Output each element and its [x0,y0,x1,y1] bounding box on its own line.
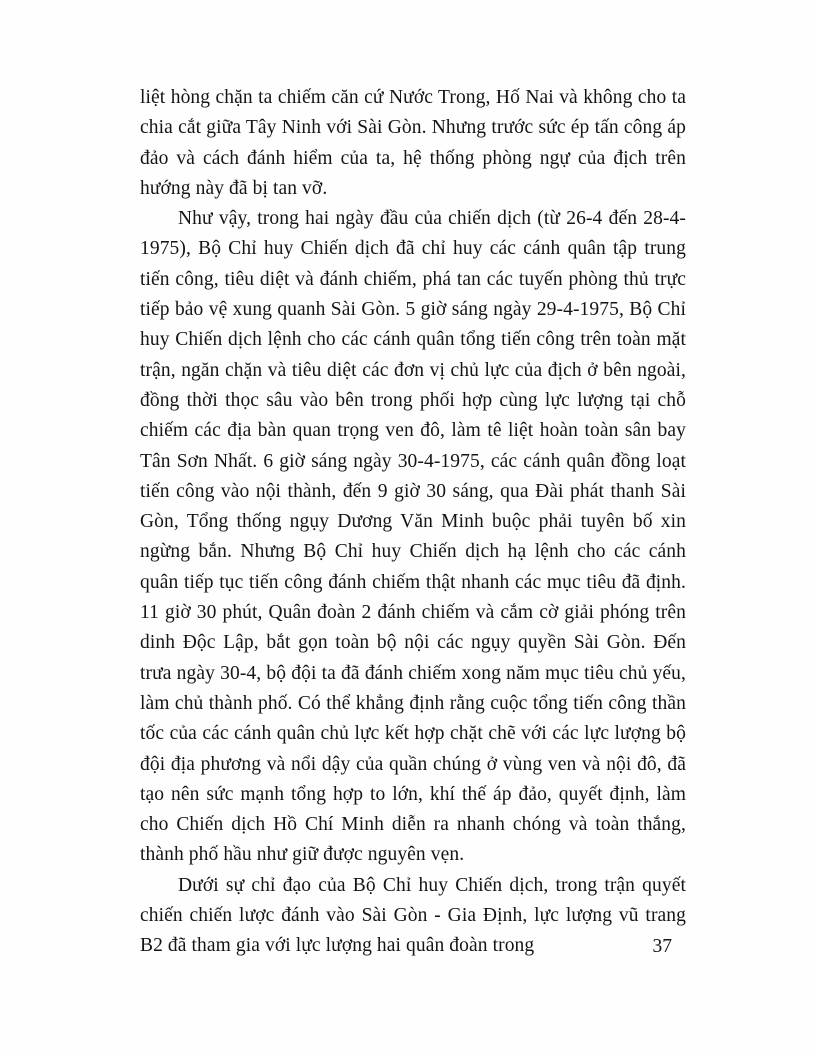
paragraph: Như vậy, trong hai ngày đầu của chiến dịch (từ 26-4 đến 28-4-1975), Bộ Chỉ huy Chiến dịch đã chỉ huy các cánh quân tập trung tiến công, tiêu diệt và đánh chiếm, phá tan các tuyến phòng thủ trực tiếp bảo vệ xung quanh Sài Gòn. 5 giờ sáng ngày 29-4-1975, Bộ Chỉ huy Chiến dịch lệnh cho các cánh quân tổng tiến công trên toàn mặt trận, ngăn chặn và tiêu diệt các đơn vị chủ lực của địch ở bên ngoài, đồng thời thọc sâu vào bên trong phối hợp cùng lực lượng tại chỗ chiếm các địa bàn quan trọng ven đô, làm tê liệt hoàn toàn sân bay Tân Sơn Nhất. 6 giờ sáng ngày 30-4-1975, các cánh quân đồng loạt tiến công vào nội thành, đến 9 giờ 30 sáng, qua Đài phát thanh Sài Gòn, Tổng thống ngụy Dương Văn Minh buộc phải tuyên bố xin ngừng bắn. Nhưng Bộ Chỉ huy Chiến dịch hạ lệnh cho các cánh quân tiếp tục tiến công đánh chiếm thật nhanh các mục tiêu đã định. 11 giờ 30 phút, Quân đoàn 2 đánh chiếm và cắm cờ giải phóng trên dinh Độc Lập, bắt gọn toàn bộ nội các ngụy quyền Sài Gòn. Đến trưa ngày 30-4, bộ đội ta đã đánh chiếm xong năm mục tiêu chủ yếu, làm chủ thành phố. Có thể khẳng định rằng cuộc tổng tiến công thần tốc của các cánh quân chủ lực kết hợp chặt chẽ với các lực lượng bộ đội địa phương và nổi dậy của quần chúng ở vùng ven và nội đô, đã tạo nên sức mạnh tổng hợp to lớn, khí thế áp đảo, quyết định, làm cho Chiến dịch Hồ Chí Minh diễn ra nhanh chóng và toàn thắng, thành phố hầu như giữ được nguyên vẹn. [140,208,686,866]
paragraph: Dưới sự chỉ đạo của Bộ Chỉ huy Chiến dịch, trong trận quyết chiến chiến lược đánh vào Sài Gòn - Gia Định, lực lượng vũ trang B2 đã tham gia với lực lượng hai quân đoàn trong [140,874,686,957]
paragraph: liệt hòng chặn ta chiếm căn cứ Nước Trong, Hố Nai và không cho ta chia cắt giữa Tây Ninh với Sài Gòn. Nhưng trước sức ép tấn công áp đảo và cách đánh hiểm của ta, hệ thống phòng ngự của địch trên hướng này đã bị tan vỡ. [140,87,686,199]
body-text [140,83,686,962]
page-number: 37 [652,936,672,957]
